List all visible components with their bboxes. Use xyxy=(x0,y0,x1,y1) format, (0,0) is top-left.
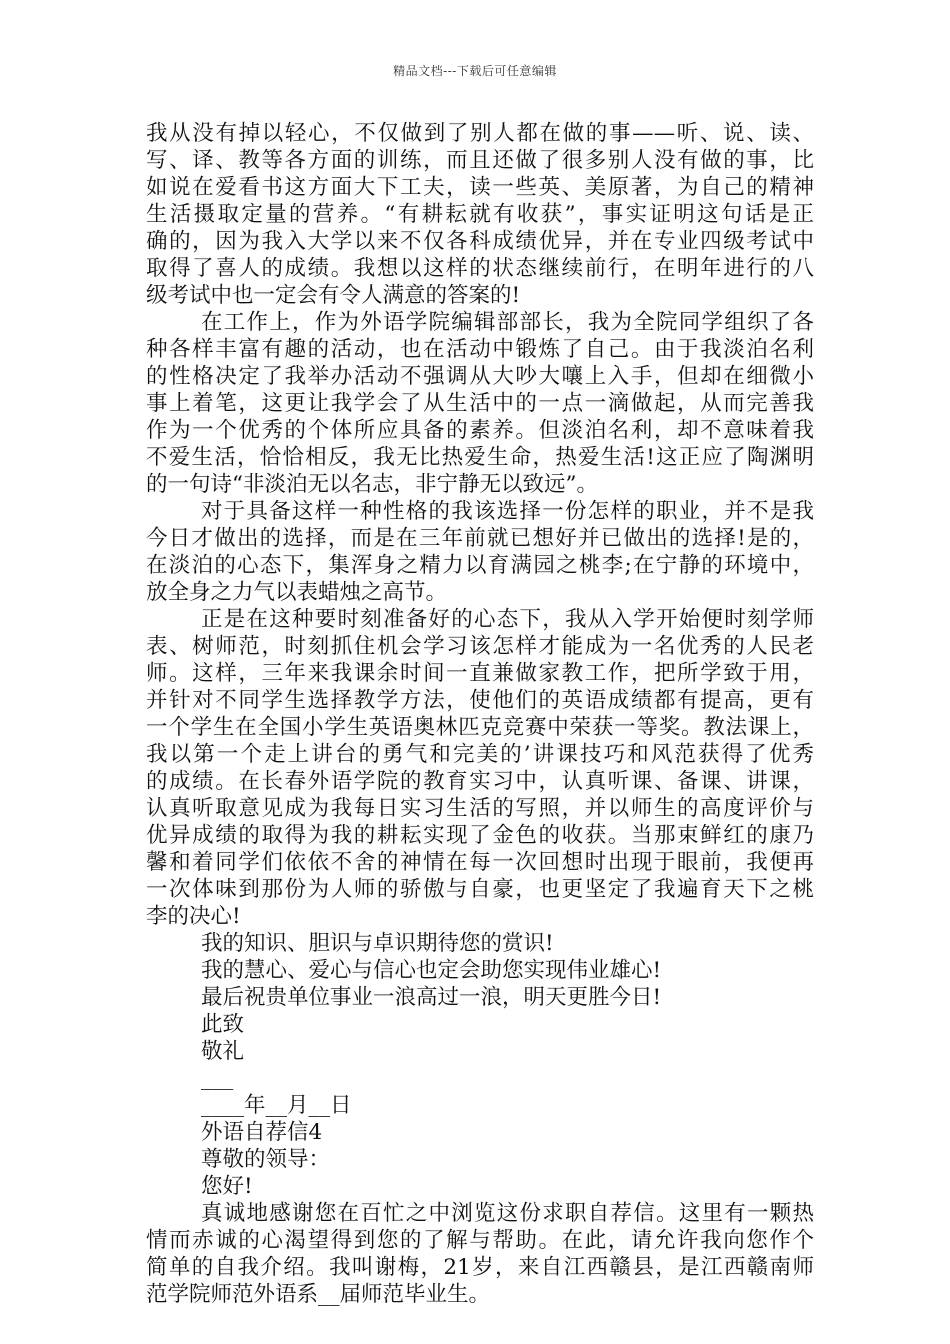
text-line: 的性格决定了我举办活动不强调从大吵大嚷上入手，但却在细微小 xyxy=(146,364,814,389)
text-line: 取得了喜人的成绩。我想以这样的状态继续前行，在明年进行的八 xyxy=(146,256,814,281)
text-line: 您好! xyxy=(201,1174,253,1199)
text-line: 此致 xyxy=(201,1012,245,1037)
text-line: 真诚地感谢您在百忙之中浏览这份求职自荐信。这里有一颗热 xyxy=(201,1201,814,1226)
text-line: 生活摄取定量的营养。“有耕耘就有收获”，事实证明这句话是正 xyxy=(146,202,814,227)
text-line: 如说在爱看书这方面大下工夫，读一些英、美原著，为自己的精神 xyxy=(146,175,814,200)
text-line: 正是在这种要时刻准备好的心态下，我从入学开始便时刻学师 xyxy=(201,607,814,632)
text-line: 的成绩。在长春外语学院的教育实习中，认真听课、备课、讲课， xyxy=(146,769,814,794)
page-header: 精品文档---下载后可任意编辑 xyxy=(393,64,557,78)
text-line: 我从没有掉以轻心，不仅做到了别人都在做的事——听、说、读、 xyxy=(146,121,814,146)
text-line: 并针对不同学生选择教学方法，使他们的英语成绩都有提高，更有 xyxy=(146,688,814,713)
text-line: 情而赤诚的心渴望得到您的了解与帮助。在此，请允许我向您作个 xyxy=(146,1228,814,1253)
text-line: 敬礼 xyxy=(201,1039,245,1064)
text-line: 表、树师范，时刻抓住机会学习该怎样才能成为一名优秀的人民老 xyxy=(146,634,814,659)
text-line: 确的，因为我入大学以来不仅各科成绩优异，并在专业四级考试中 xyxy=(146,229,814,254)
text-line: 认真听取意见成为我每日实习生活的写照，并以师生的高度评价与 xyxy=(146,796,814,821)
text-line: 尊敬的领导： xyxy=(201,1147,331,1172)
document-body xyxy=(146,120,814,1308)
text-line: 范学院师范外语系__届师范毕业生。 xyxy=(146,1282,491,1307)
text-line: 最后祝贵单位事业一浪高过一浪，明天更胜今日! xyxy=(201,985,662,1010)
text-line: 在工作上，作为外语学院编辑部部长，我为全院同学组织了各 xyxy=(201,310,814,335)
text-line: 放全身之力气以表蜡烛之高节。 xyxy=(146,580,448,605)
text-line: 的一句诗“非淡泊无以名志，非宁静无以致远”。 xyxy=(146,472,598,497)
text-line: 一次体味到那份为人师的骄傲与自豪，也更坚定了我遍育天下之桃 xyxy=(146,877,814,902)
text-line: ___ xyxy=(201,1066,234,1091)
text-line: 我的慧心、爱心与信心也定会助您实现伟业雄心! xyxy=(201,958,662,983)
text-line: 写、译、教等各方面的训练，而且还做了很多别人没有做的事，比 xyxy=(146,148,814,173)
text-line: 我的知识、胆识与卓识期待您的赏识! xyxy=(201,931,554,956)
text-line: ____年__月__日 xyxy=(201,1093,352,1118)
text-line: 不爱生活，恰恰相反，我无比热爱生命，热爱生活!这正应了陶渊明 xyxy=(146,445,814,470)
text-line: 馨和着同学们依依不舍的神情在每一次回想时出现于眼前，我便再 xyxy=(146,850,814,875)
text-line: 师。这样，三年来我课余时间一直兼做家教工作，把所学致于用， xyxy=(146,661,814,686)
text-line: 外语自荐信4 xyxy=(201,1120,323,1145)
text-line: 作为一个优秀的个体所应具备的素养。但淡泊名利，却不意味着我 xyxy=(146,418,814,443)
text-line: 在淡泊的心态下，集浑身之精力以育满园之桃李;在宁静的环境中， xyxy=(146,553,814,578)
text-line: 今日才做出的选择，而是在三年前就已想好并已做出的选择!是的， xyxy=(146,526,814,551)
text-line: 优异成绩的取得为我的耕耘实现了金色的收获。当那束鲜红的康乃 xyxy=(146,823,814,848)
text-line: 对于具备这样一种性格的我该选择一份怎样的职业，并不是我 xyxy=(201,499,814,524)
text-line: 简单的自我介绍。我叫谢梅，21岁，来自江西赣县，是江西赣南师 xyxy=(146,1255,814,1280)
text-line: 李的决心! xyxy=(146,904,241,929)
text-line: 一个学生在全国小学生英语奥林匹克竞赛中荣获一等奖。教法课上， xyxy=(146,715,814,740)
text-line: 级考试中也一定会有令人满意的答案的! xyxy=(146,283,521,308)
text-line: 种各样丰富有趣的活动，也在活动中锻炼了自己。由于我淡泊名利 xyxy=(146,337,814,362)
text-line: 事上着笔，这更让我学会了从生活中的一点一滴做起，从而完善我 xyxy=(146,391,814,416)
text-line: 我以第一个走上讲台的勇气和完美的’讲课技巧和风范获得了优秀 xyxy=(146,742,814,767)
